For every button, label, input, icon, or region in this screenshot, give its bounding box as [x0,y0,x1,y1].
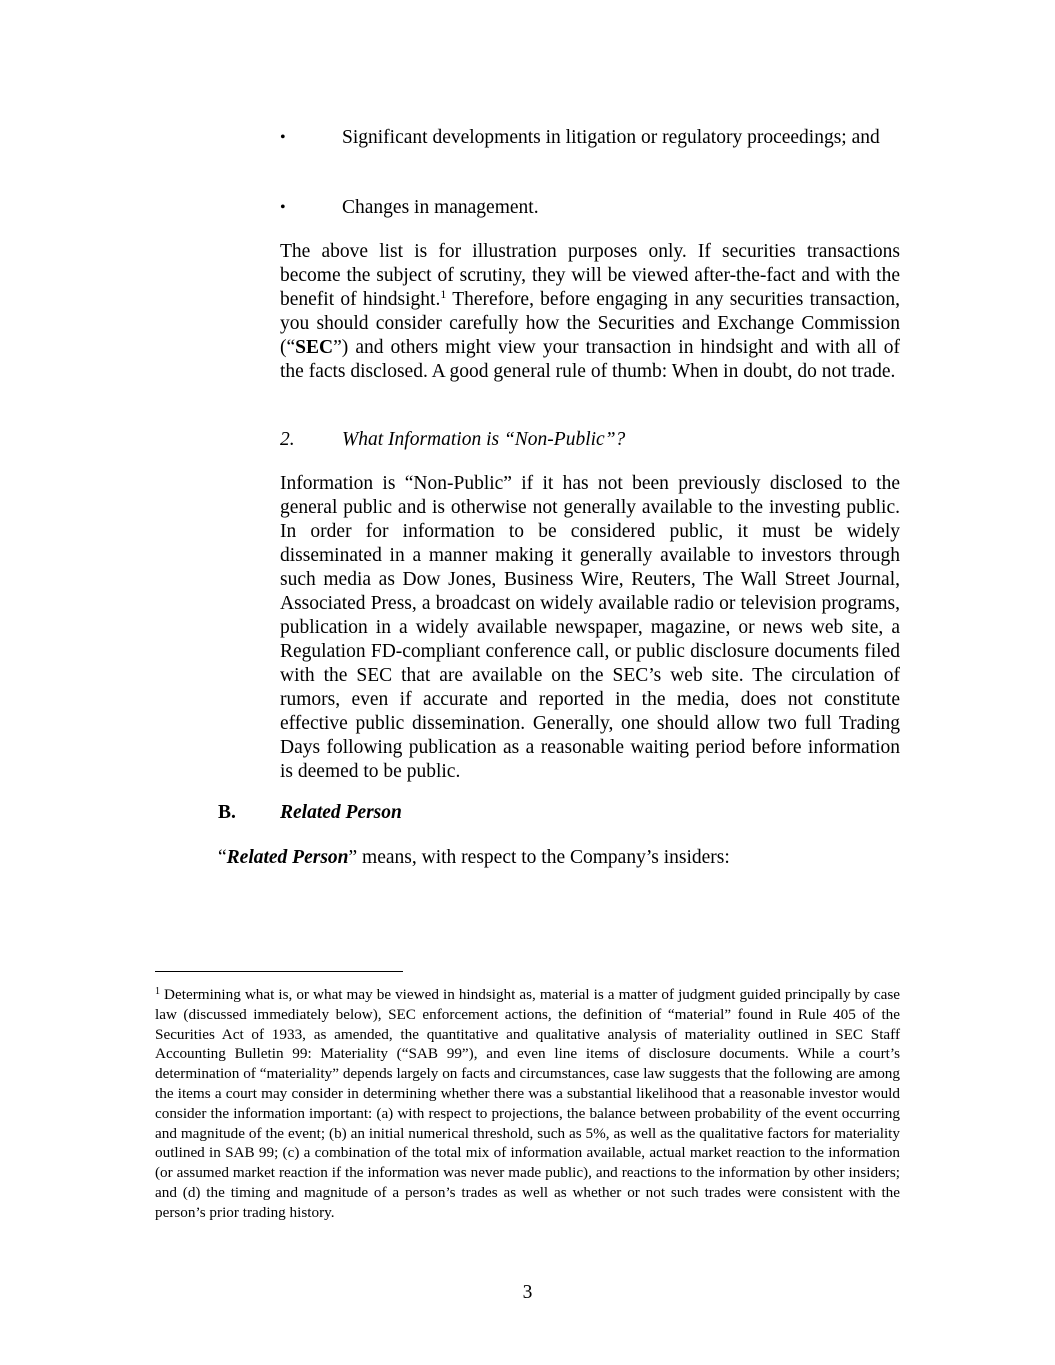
illustration-paragraph [280,240,900,384]
footnote-reference: 1 [440,287,447,301]
footnote-text: Determining what is, or what may be viewed in hindsight as, material is a matter of judgment guided principally by case law (discussed immediately below), SEC enforcement actions, the definition of “material” found in Rule 405 of the Securities Act of 1933, as amended, the quantitative and qualitative analysis of materiality outlined in SEC Staff Accounting Bulletin 99: Materiality (“SAB 99”), and even line items of disclosure documents. While a court’s determination of “materiality” depends largely on facts and circumstances, case law suggests that the following are among the items a court may consider in determining whether there was a substantial likelihood that a reasonable investor would consider the information important: (a) with respect to projections, the balance between probability of the event occurring and magnitude of the event; (b) an initial numerical threshold, such as 5%, as well as the qualitative factors for materiality outlined in SAB 99; (c) a combination of the total mix of information available, actual market reaction to the information (or assumed market reaction if the information was never made public), and reactions to the information by other insiders; and (d) the timing and magnitude of a person’s trades as well as whether or not such trades were consistent with the person’s prior trading history. [155,986,900,1221]
page-number: 3 [522,1282,533,1303]
definition-text: ” means, with respect to the Company’s insiders: [348,847,730,868]
footnote-number: 1 [155,986,160,997]
bullet-symbol: • [280,129,286,146]
section-label: B. [218,802,236,823]
bullet-item [280,126,900,150]
subsection-number: 2. [280,429,295,450]
defined-term: SEC [295,337,334,358]
defined-term: Related Person [226,847,349,868]
subsection-title: What Information is “Non-Public”? [342,429,626,450]
quote-mark: “ [218,847,227,868]
related-person-definition [218,846,918,870]
section-title: Related Person [280,802,402,823]
bullet-text: Significant developments in litigation or regulatory proceedings; and [342,127,880,148]
footnote [155,985,900,1223]
paragraph-text: The above list is for illustration purposes only. If securities transactions become the subject of scrutiny, they will be viewed after-the-fact and with the benefit of hindsight. [280,241,900,310]
paragraph-text: ”) and others might view your transaction in hindsight and with all of the facts disclosed. A good general rule of thumb: When in doubt, do not trade. [280,337,900,382]
bullet-text: Changes in management. [342,197,539,218]
footnote-divider [155,971,403,972]
bullet-symbol: • [280,199,286,216]
non-public-paragraph: Information is “Non-Public” if it has not been previously disclosed to the general public and is otherwise not generally available to the investing public. In order for information to be considered public, it must be widely disseminated in a manner making it generally available to investors through such media as Dow Jones, Business Wire, Reuters, The Wall Street Journal, Associated Press, a broadcast on widely available radio or television programs, publication in a widely available newspaper, magazine, or news web site, a Regulation FD-compliant conference call, or public disclosure documents filed with the SEC that are available on the SEC’s web site. The circulation of rumors, even if accurate and reported in the media, does not constitute effective public dissemination. Generally, one should allow two full Trading Days following publication as a reasonable waiting period before information is deemed to be public. [280,473,900,782]
paragraph-text: Therefore, before engaging in any securities transaction, you should consider carefully how the Securities and Exchange Commission (“ [280,289,900,358]
bullet-item [280,196,900,220]
